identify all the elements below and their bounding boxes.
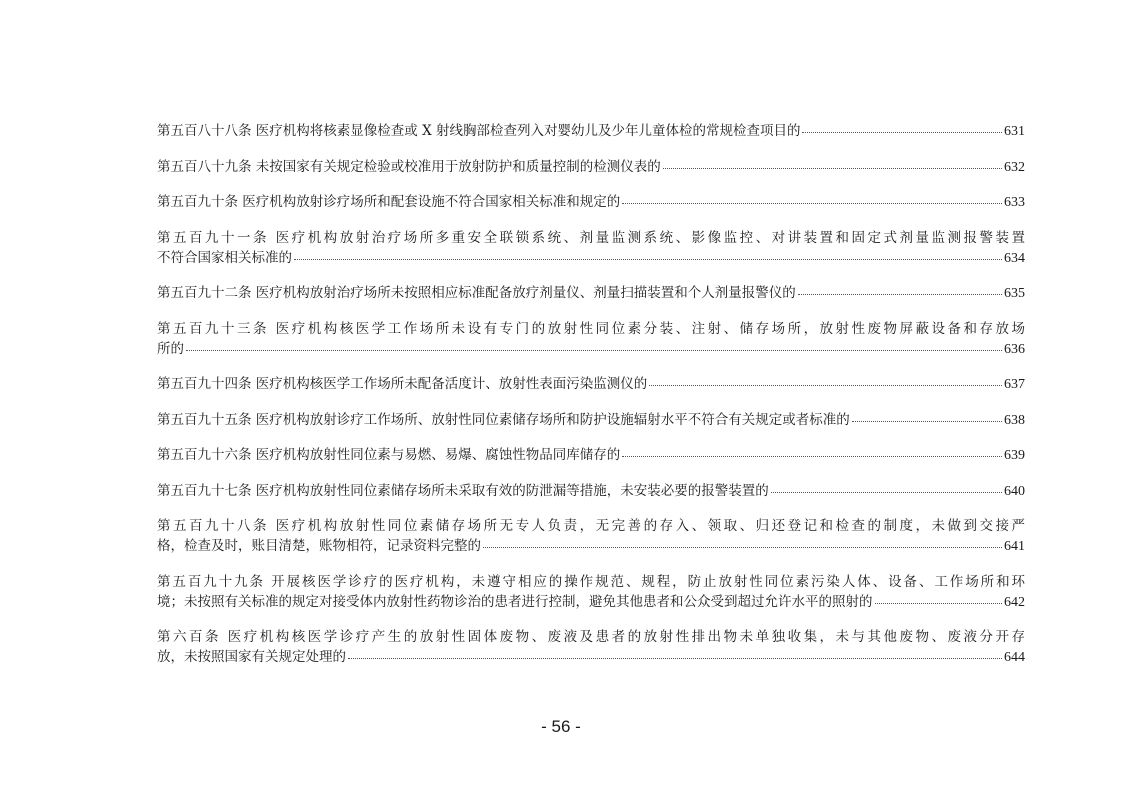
toc-entry-text: 第六百条 医疗机构核医学诊疗产生的放射性固体废物、废液及患者的放射性排出物未单独收集，未与其他废物、废液分开存 [157, 629, 1025, 645]
toc-entry[interactable] [157, 572, 1025, 613]
toc-page-number: 634 [1004, 250, 1025, 266]
toc-entry-text: 所的 [157, 340, 184, 357]
toc-page-number: 639 [1004, 448, 1025, 463]
toc-entry-line [157, 339, 1025, 360]
dot-leader [798, 293, 1002, 295]
toc-page-number: 631 [1004, 124, 1025, 139]
toc-page-number: 633 [1004, 195, 1025, 210]
table-of-contents [157, 121, 1025, 683]
toc-entry-text: 第五百九十九条 开展核医学诊疗的医疗机构，未遵守相应的操作规范、规程，防止放射性同位素污染人体、设备、工作场所和环 [157, 573, 1025, 590]
toc-entry-text: 第五百九十四条 医疗机构核医学工作场所未配备活度计、放射性表面污染监测仪的 [157, 376, 648, 392]
toc-entry-text: 第五百九十五条 医疗机构放射诊疗工作场所、放射性同位素储存场所和防护设施辐射水平不符合有关规定或者标准的 [157, 411, 850, 428]
toc-page-number: 636 [1004, 341, 1025, 357]
toc-entry-text: 第五百九十二条 医疗机构放射治疗场所未按照相应标准配备放疗剂量仪、剂量扫描装置和个人剂量报警仪的 [157, 285, 796, 301]
toc-entry[interactable] [157, 481, 1025, 502]
toc-entry[interactable] [157, 516, 1025, 557]
toc-entry-text: 第五百九十一条 医疗机构放射治疗场所多重安全联锁系统、剂量监测系统、影像监控、对讲装置和固定式剂量监测报警装置 [157, 229, 1025, 246]
toc-entry[interactable] [157, 319, 1025, 360]
dot-leader [771, 491, 1002, 493]
toc-entry[interactable] [157, 627, 1025, 668]
toc-entry-text: 第五百九十七条 医疗机构放射性同位素储存场所未采取有效的防泄漏等措施，未安装必要的报警装置的 [157, 482, 769, 499]
toc-entry-text: 境；未按照有关标准的规定对接受体内放射性药物诊治的患者进行控制，避免其他患者和公众受到超过允许水平的照射的 [157, 593, 873, 610]
toc-entry-line [157, 481, 1025, 502]
toc-entry[interactable] [157, 283, 1025, 304]
dot-leader [649, 384, 1002, 386]
toc-page-number: 640 [1004, 483, 1025, 499]
toc-entry-text: 第五百九十三条 医疗机构核医学工作场所未设有专门的放射性同位素分装、注射、储存场所，放射性废物屏蔽设备和存放场 [157, 320, 1025, 337]
toc-page-number: 644 [1004, 650, 1025, 665]
toc-entry-text: 第五百八十九条 未按国家有关规定检验或校准用于放射防护和质量控制的检测仪表的 [157, 158, 661, 175]
toc-entry-line [157, 157, 1025, 178]
toc-entry-line [157, 592, 1025, 613]
toc-entry[interactable] [157, 121, 1025, 142]
dot-leader [852, 420, 1002, 422]
toc-entry-line [157, 374, 1025, 395]
toc-entry-text: 第五百九十条 医疗机构放射诊疗场所和配套设施不符合国家相关标准和规定的 [157, 194, 621, 210]
toc-page-number: 637 [1004, 377, 1025, 392]
toc-entry-line [157, 192, 1025, 213]
toc-entry[interactable] [157, 228, 1025, 269]
toc-entry[interactable] [157, 374, 1025, 395]
dot-leader [622, 455, 1002, 457]
toc-entry[interactable] [157, 192, 1025, 213]
toc-entry-line [157, 647, 1025, 668]
dot-leader [663, 167, 1002, 169]
dot-leader [622, 202, 1002, 204]
toc-entry-line [157, 445, 1025, 466]
toc-entry-line [157, 410, 1025, 431]
toc-entry[interactable] [157, 445, 1025, 466]
toc-entry-text: 第五百九十六条 医疗机构放射性同位素与易燃、易爆、腐蚀性物品同库储存的 [157, 447, 621, 463]
toc-page-number: 632 [1004, 159, 1025, 175]
dot-leader [294, 258, 1002, 260]
dot-leader [348, 657, 1002, 659]
toc-entry-text: 第五百九十八条 医疗机构放射性同位素储存场所无专人负责，无完善的存入、领取、归还登记和检查的制度，未做到交接严 [157, 518, 1025, 534]
toc-entry-text: 第五百八十八条 医疗机构将核素显像检查或 X 射线胸部检查列入对婴幼儿及少年儿童体检的常规检查项目的 [157, 123, 801, 139]
toc-entry-line [157, 248, 1025, 269]
toc-page-number: 642 [1004, 594, 1025, 610]
toc-entry-line [157, 121, 1025, 142]
toc-entry[interactable] [157, 157, 1025, 178]
dot-leader [875, 602, 1003, 604]
toc-entry-text: 不符合国家相关标准的 [157, 249, 292, 266]
dot-leader [483, 546, 1002, 548]
toc-entry-line [157, 283, 1025, 304]
toc-entry[interactable] [157, 410, 1025, 431]
dot-leader [802, 131, 1002, 133]
toc-page-number: 638 [1004, 412, 1025, 428]
toc-page-number: 635 [1004, 286, 1025, 301]
toc-entry-text: 放，未按照国家有关规定处理的 [157, 649, 346, 665]
toc-entry-text: 格，检查及时，账目清楚，账物相符，记录资料完整的 [157, 538, 481, 554]
toc-entry-line [157, 536, 1025, 557]
toc-page-number: 641 [1004, 539, 1025, 554]
page-number: - 56 - [541, 717, 581, 736]
dot-leader [186, 349, 1002, 351]
